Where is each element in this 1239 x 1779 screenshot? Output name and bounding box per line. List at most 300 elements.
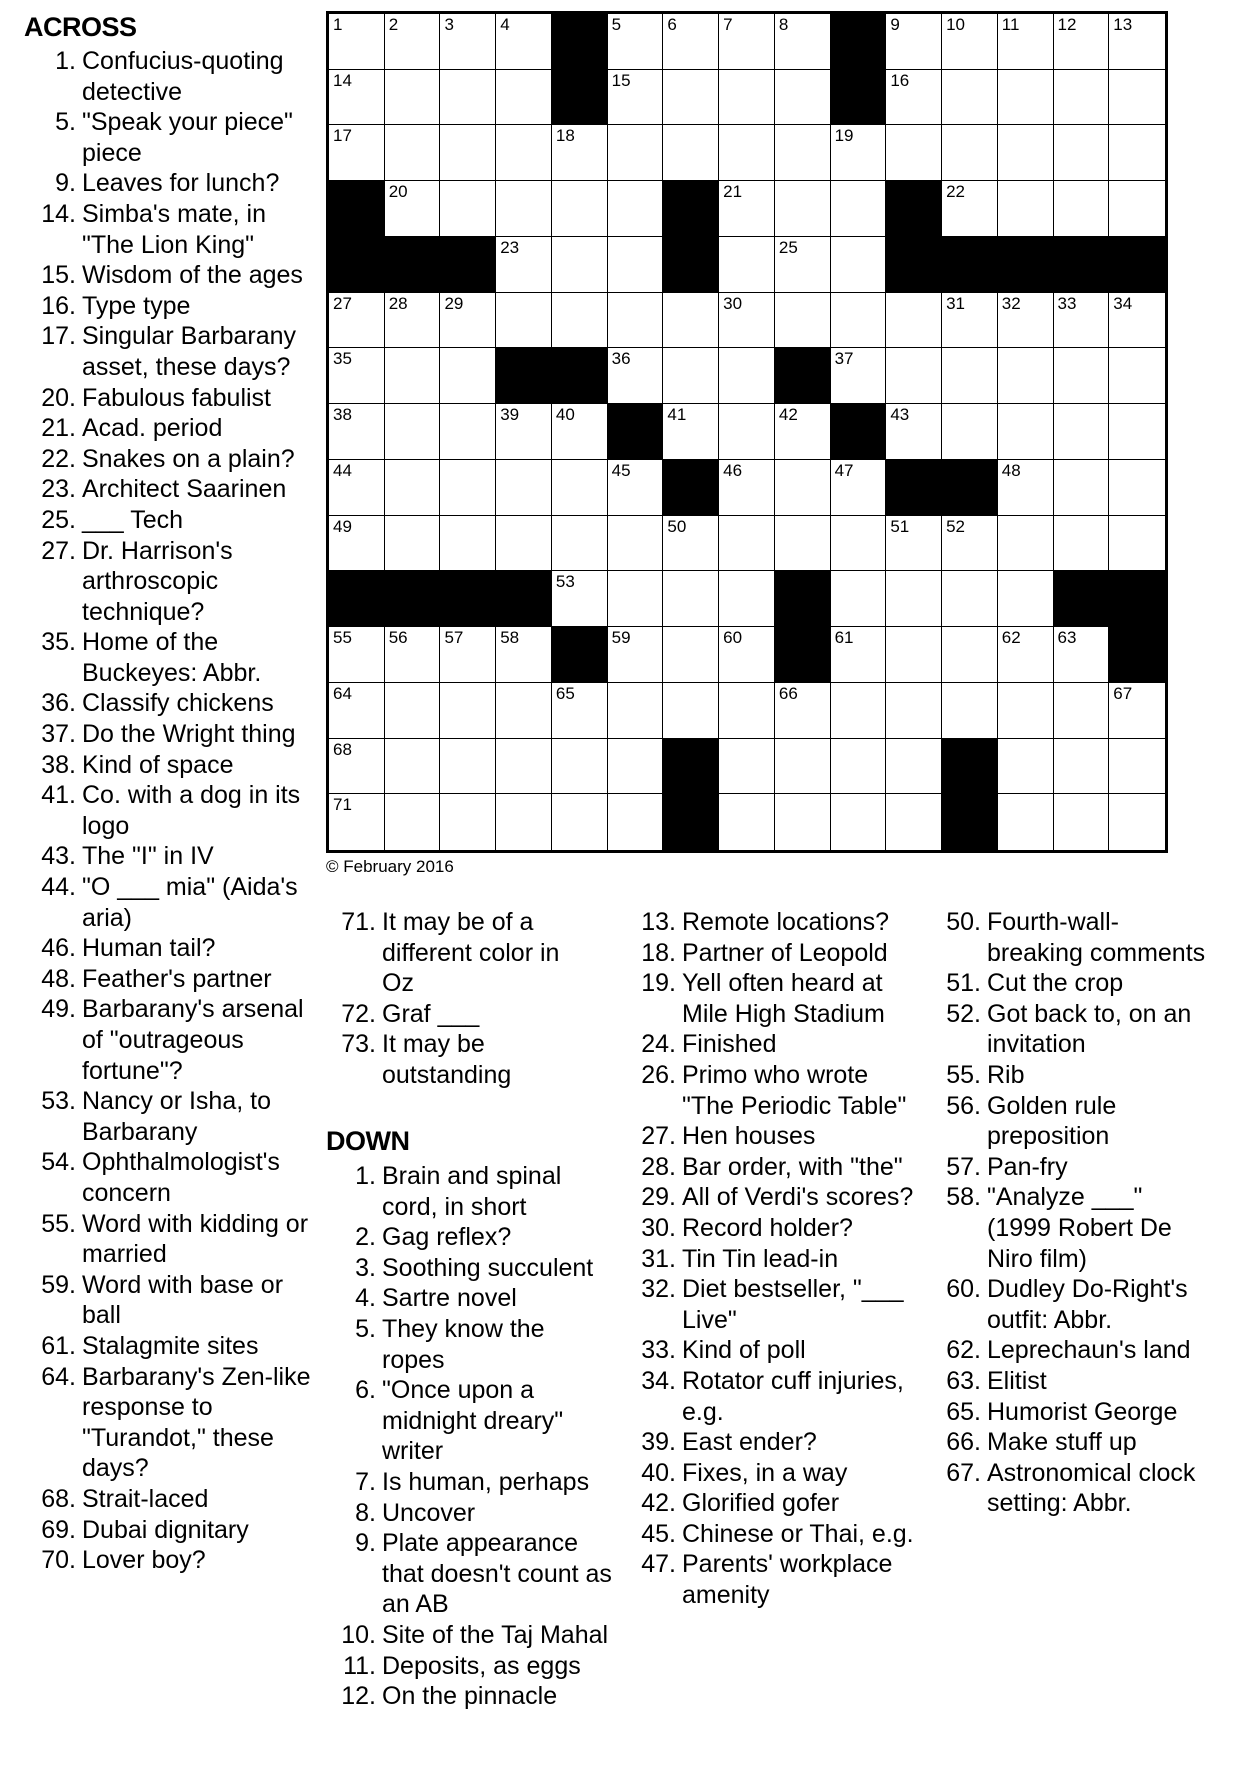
clue-text: Primo who wrote "The Periodic Table" [682, 1060, 907, 1120]
grid-cell[interactable] [608, 794, 664, 850]
clue-text: Yell often heard at Mile High Stadium [682, 969, 885, 1028]
grid-cell[interactable] [440, 739, 496, 795]
grid-black-square [942, 794, 998, 850]
cell-number: 25 [778, 237, 798, 257]
grid-cell[interactable] [942, 293, 998, 349]
clue-number: 28. [641, 1152, 676, 1181]
clue-number: 25. [41, 505, 76, 534]
cell-number: 20 [388, 182, 408, 202]
grid-cell[interactable] [886, 404, 942, 460]
grid-cell[interactable] [608, 739, 664, 795]
clue-number: 32. [641, 1275, 676, 1304]
grid-cell[interactable] [552, 237, 608, 293]
grid-cell[interactable] [775, 794, 831, 850]
grid-black-square [663, 739, 719, 795]
grid-cell[interactable] [440, 460, 496, 516]
grid-cell[interactable] [1109, 181, 1165, 237]
grid-cell[interactable] [385, 125, 441, 181]
grid-cell[interactable] [886, 14, 942, 70]
grid-cell[interactable] [440, 14, 496, 70]
grid-cell[interactable] [998, 404, 1054, 460]
grid-cell[interactable] [719, 571, 775, 627]
grid-cell[interactable] [942, 627, 998, 683]
grid-cell[interactable] [831, 293, 887, 349]
grid-cell[interactable] [496, 70, 552, 126]
clue-number: 47. [641, 1550, 676, 1579]
grid-cell[interactable] [775, 404, 831, 460]
clue-text: Dudley Do-Right's outfit: Abbr. [987, 1275, 1188, 1334]
clue-item [320, 1283, 612, 1314]
clue-item [620, 907, 920, 938]
grid-cell[interactable] [552, 293, 608, 349]
grid-cell[interactable] [775, 14, 831, 70]
grid-cell[interactable] [775, 70, 831, 126]
clue-text: Got back to, on an invitation [987, 999, 1192, 1059]
grid-cell[interactable] [440, 181, 496, 237]
clue-text: Fabulous fabulist [82, 383, 272, 412]
grid-cell[interactable] [719, 516, 775, 572]
grid-cell[interactable] [496, 14, 552, 70]
clue-text: Kind of space [82, 750, 234, 779]
clue-text: Golden rule preposition [987, 1091, 1117, 1151]
grid-cell[interactable] [329, 794, 385, 850]
grid-cell[interactable] [440, 794, 496, 850]
across-clue-list-continued [320, 907, 590, 1091]
grid-cell[interactable] [608, 14, 664, 70]
clue-text: Barbarany's arsenal of "outrageous fortune"? [82, 995, 304, 1085]
grid-cell[interactable] [663, 571, 719, 627]
grid-cell[interactable] [775, 516, 831, 572]
clue-number: 38. [41, 750, 76, 779]
clue-number: 73. [341, 1030, 376, 1059]
grid-black-square [942, 460, 998, 516]
grid-black-square [1109, 571, 1165, 627]
grid-cell[interactable] [998, 348, 1054, 404]
grid-cell[interactable] [385, 293, 441, 349]
grid-cell[interactable] [831, 348, 887, 404]
grid-cell[interactable] [440, 293, 496, 349]
grid-cell[interactable] [1054, 348, 1110, 404]
grid-cell[interactable] [831, 181, 887, 237]
grid-cell[interactable] [942, 571, 998, 627]
grid-cell[interactable] [608, 181, 664, 237]
grid-cell[interactable] [1054, 70, 1110, 126]
grid-cell[interactable] [385, 627, 441, 683]
clue-item [320, 1161, 612, 1222]
grid-cell[interactable] [719, 237, 775, 293]
grid-black-square [496, 348, 552, 404]
grid-cell[interactable] [831, 683, 887, 739]
grid-cell[interactable] [1054, 794, 1110, 850]
grid-cell[interactable] [329, 460, 385, 516]
clue-number: 72. [341, 999, 376, 1028]
clue-number: 26. [641, 1060, 676, 1089]
grid-cell[interactable] [719, 348, 775, 404]
grid-cell[interactable] [886, 516, 942, 572]
clue-text: Make stuff up [987, 1428, 1137, 1457]
grid-cell[interactable] [552, 516, 608, 572]
grid-cell[interactable] [998, 627, 1054, 683]
clue-number: 62. [946, 1336, 981, 1365]
grid-cell[interactable] [1054, 627, 1110, 683]
grid-cell[interactable] [608, 627, 664, 683]
grid-cell[interactable] [496, 404, 552, 460]
grid-cell[interactable] [998, 460, 1054, 516]
clue-text: Finished [682, 1030, 777, 1059]
grid-cell[interactable] [831, 237, 887, 293]
clue-number: 70. [41, 1546, 76, 1575]
grid-cell[interactable] [329, 70, 385, 126]
grid-cell[interactable] [385, 460, 441, 516]
grid-cell[interactable] [886, 293, 942, 349]
clue-item [20, 688, 316, 719]
grid-cell[interactable] [496, 125, 552, 181]
grid-cell[interactable] [886, 683, 942, 739]
grid-cell[interactable] [1109, 683, 1165, 739]
clue-text: Rotator cuff injuries, e.g. [682, 1366, 904, 1426]
cell-number: 47 [834, 460, 854, 480]
clue-text: Ophthalmologist's concern [82, 1148, 280, 1207]
grid-cell[interactable] [329, 14, 385, 70]
grid-cell[interactable] [1109, 14, 1165, 70]
grid-black-square [329, 237, 385, 293]
grid-cell[interactable] [1054, 460, 1110, 516]
clue-number: 34. [641, 1366, 676, 1395]
grid-cell[interactable] [831, 125, 887, 181]
grid-cell[interactable] [942, 404, 998, 460]
grid-cell[interactable] [719, 404, 775, 460]
clue-text: Home of the Buckeyes: Abbr. [82, 628, 262, 687]
grid-cell[interactable] [663, 348, 719, 404]
grid-cell[interactable] [719, 460, 775, 516]
grid-cell[interactable] [719, 794, 775, 850]
grid-cell[interactable] [385, 181, 441, 237]
clue-text: Deposits, as eggs [382, 1651, 581, 1680]
clue-number: 10. [341, 1620, 376, 1649]
grid-cell[interactable] [552, 794, 608, 850]
grid-cell[interactable] [886, 125, 942, 181]
grid-cell[interactable] [886, 627, 942, 683]
cell-number: 39 [500, 405, 520, 425]
grid-cell[interactable] [329, 348, 385, 404]
clue-text: All of Verdi's scores? [682, 1183, 914, 1212]
grid-cell[interactable] [552, 460, 608, 516]
cell-number: 6 [667, 15, 677, 34]
clue-text: Hen houses [682, 1122, 816, 1151]
grid-cell[interactable] [385, 739, 441, 795]
clue-number: 53. [41, 1087, 76, 1116]
grid-cell[interactable] [719, 627, 775, 683]
grid-cell[interactable] [719, 181, 775, 237]
grid-cell[interactable] [663, 683, 719, 739]
grid-cell[interactable] [831, 516, 887, 572]
grid-cell[interactable] [552, 404, 608, 460]
clue-number: 46. [41, 934, 76, 963]
grid-black-square [886, 460, 942, 516]
clue-number: 43. [41, 842, 76, 871]
clue-item [620, 1458, 920, 1489]
grid-cell[interactable] [775, 125, 831, 181]
grid-cell[interactable] [719, 70, 775, 126]
cell-number: 19 [834, 126, 854, 146]
grid-cell[interactable] [1109, 70, 1165, 126]
grid-cell[interactable] [1054, 739, 1110, 795]
grid-cell[interactable] [663, 293, 719, 349]
grid-cell[interactable] [1054, 181, 1110, 237]
clue-item [925, 1274, 1210, 1335]
grid-cell[interactable] [608, 516, 664, 572]
grid-cell[interactable] [608, 70, 664, 126]
grid-cell[interactable] [1109, 125, 1165, 181]
grid-cell[interactable] [942, 70, 998, 126]
clue-number: 50. [946, 908, 981, 936]
clue-item [20, 719, 316, 750]
grid-cell[interactable] [329, 627, 385, 683]
clue-text: Graf ___ [382, 999, 480, 1028]
clue-number: 20. [41, 383, 76, 412]
grid-cell[interactable] [663, 516, 719, 572]
cell-number: 22 [946, 182, 965, 202]
grid-cell[interactable] [329, 125, 385, 181]
clue-number: 15. [41, 261, 76, 290]
clue-item [20, 1362, 316, 1484]
grid-cell[interactable] [998, 181, 1054, 237]
clue-item [925, 968, 1210, 999]
clue-item [925, 907, 1210, 968]
grid-cell[interactable] [385, 14, 441, 70]
grid-cell[interactable] [998, 125, 1054, 181]
clue-number: 42. [641, 1489, 676, 1518]
grid-cell[interactable] [1109, 293, 1165, 349]
grid-cell[interactable] [942, 125, 998, 181]
grid-cell[interactable] [719, 293, 775, 349]
clue-number: 61. [41, 1331, 76, 1360]
cell-number: 12 [1057, 15, 1077, 34]
grid-cell[interactable] [1109, 404, 1165, 460]
grid-cell[interactable] [1109, 794, 1165, 850]
clue-item [620, 1549, 920, 1610]
grid-black-square [552, 348, 608, 404]
grid-black-square [385, 571, 441, 627]
grid-cell[interactable] [552, 683, 608, 739]
clue-number: 39. [641, 1428, 676, 1457]
grid-cell[interactable] [998, 571, 1054, 627]
grid-cell[interactable] [998, 516, 1054, 572]
grid-cell[interactable] [608, 348, 664, 404]
cell-number: 33 [1057, 293, 1077, 313]
grid-black-square [942, 739, 998, 795]
clue-text: Site of the Taj Mahal [382, 1620, 609, 1649]
grid-cell[interactable] [496, 237, 552, 293]
cell-number: 37 [834, 349, 854, 369]
grid-cell[interactable] [385, 348, 441, 404]
grid-cell[interactable] [329, 683, 385, 739]
cell-number: 36 [611, 349, 631, 369]
grid-cell[interactable] [608, 683, 664, 739]
grid-cell[interactable] [440, 125, 496, 181]
grid-cell[interactable] [775, 237, 831, 293]
grid-cell[interactable] [998, 70, 1054, 126]
grid-cell[interactable] [998, 794, 1054, 850]
grid-cell[interactable] [831, 794, 887, 850]
cell-number: 10 [946, 15, 965, 34]
grid-cell[interactable] [886, 571, 942, 627]
grid-cell[interactable] [998, 14, 1054, 70]
clue-text: Kind of poll [682, 1336, 806, 1365]
grid-cell[interactable] [1054, 293, 1110, 349]
grid-cell[interactable] [1109, 460, 1165, 516]
clue-number: 40. [641, 1458, 676, 1487]
cell-number: 44 [333, 460, 352, 480]
clue-text: Acad. period [82, 414, 223, 443]
grid-cell[interactable] [329, 739, 385, 795]
grid-cell[interactable] [329, 404, 385, 460]
grid-black-square [886, 237, 942, 293]
grid-cell[interactable] [496, 181, 552, 237]
grid-cell[interactable] [1054, 404, 1110, 460]
grid-cell[interactable] [608, 293, 664, 349]
clue-text: Remote locations? [682, 908, 890, 936]
clue-number: 3. [355, 1253, 376, 1282]
clue-item [20, 1515, 316, 1546]
grid-cell[interactable] [1054, 125, 1110, 181]
grid-cell[interactable] [663, 404, 719, 460]
clue-item [320, 1029, 590, 1090]
clue-text: Singular Barbarany asset, these days? [82, 322, 297, 381]
grid-cell[interactable] [385, 683, 441, 739]
grid-cell[interactable] [998, 293, 1054, 349]
grid-cell[interactable] [440, 70, 496, 126]
clue-item [320, 1253, 612, 1284]
cell-number: 61 [834, 628, 854, 648]
grid-cell[interactable] [886, 348, 942, 404]
clue-item [20, 750, 316, 781]
cell-number: 27 [333, 293, 352, 313]
grid-cell[interactable] [998, 739, 1054, 795]
grid-cell[interactable] [998, 683, 1054, 739]
cell-number: 43 [890, 405, 910, 425]
grid-cell[interactable] [942, 683, 998, 739]
clue-item [620, 1244, 920, 1275]
grid-cell[interactable] [1054, 14, 1110, 70]
clue-number: 29. [641, 1183, 676, 1212]
grid-cell[interactable] [719, 739, 775, 795]
grid-cell[interactable] [1054, 683, 1110, 739]
clue-item [620, 1060, 920, 1121]
grid-cell[interactable] [1109, 348, 1165, 404]
clue-item [620, 1182, 920, 1213]
grid-cell[interactable] [663, 70, 719, 126]
grid-cell[interactable] [329, 293, 385, 349]
grid-cell[interactable] [719, 125, 775, 181]
grid-black-square [831, 14, 887, 70]
grid-cell[interactable] [663, 125, 719, 181]
grid-cell[interactable] [775, 293, 831, 349]
grid-cell[interactable] [775, 181, 831, 237]
grid-cell[interactable] [496, 739, 552, 795]
clue-item [320, 1467, 612, 1498]
clue-item [620, 1366, 920, 1427]
grid-cell[interactable] [775, 683, 831, 739]
grid-cell[interactable] [440, 627, 496, 683]
cell-number: 38 [333, 405, 352, 425]
clue-text: Bar order, with "the" [682, 1152, 903, 1181]
clue-text: Snakes on a plain? [82, 444, 295, 473]
grid-cell[interactable] [385, 794, 441, 850]
grid-cell[interactable] [552, 181, 608, 237]
grid-cell[interactable] [552, 571, 608, 627]
grid-cell[interactable] [385, 70, 441, 126]
grid-cell[interactable] [496, 293, 552, 349]
grid-cell[interactable] [608, 125, 664, 181]
grid-cell[interactable] [719, 683, 775, 739]
cell-number: 30 [723, 293, 743, 313]
grid-cell[interactable] [775, 739, 831, 795]
grid-cell[interactable] [775, 460, 831, 516]
grid-cell[interactable] [831, 571, 887, 627]
grid-cell[interactable] [831, 739, 887, 795]
grid-cell[interactable] [440, 404, 496, 460]
grid-cell[interactable] [496, 460, 552, 516]
grid-cell[interactable] [831, 627, 887, 683]
grid-cell[interactable] [719, 14, 775, 70]
grid-cell[interactable] [608, 460, 664, 516]
cell-number: 15 [611, 70, 631, 90]
clue-item [925, 1060, 1210, 1091]
grid-cell[interactable] [385, 404, 441, 460]
clue-number: 41. [41, 781, 76, 810]
grid-cell[interactable] [942, 516, 998, 572]
grid-cell[interactable] [496, 683, 552, 739]
clue-text: Is human, perhaps [382, 1467, 590, 1496]
grid-cell[interactable] [942, 14, 998, 70]
clue-item [320, 999, 590, 1030]
grid-cell[interactable] [1054, 516, 1110, 572]
crossword-grid[interactable] [326, 11, 1168, 853]
grid-cell[interactable] [886, 794, 942, 850]
grid-cell[interactable] [496, 516, 552, 572]
grid-cell[interactable] [329, 516, 385, 572]
grid-cell[interactable] [663, 627, 719, 683]
grid-cell[interactable] [440, 516, 496, 572]
grid-cell[interactable] [831, 460, 887, 516]
clue-text: Gag reflex? [382, 1223, 512, 1252]
cell-number: 8 [778, 15, 789, 34]
grid-cell[interactable] [385, 516, 441, 572]
clue-text: "Once upon a midnight dreary" writer [382, 1376, 564, 1466]
clue-text: Do the Wright thing [82, 720, 296, 749]
grid-cell[interactable] [552, 125, 608, 181]
grid-black-square [1054, 571, 1110, 627]
grid-cell[interactable] [552, 739, 608, 795]
grid-cell[interactable] [942, 348, 998, 404]
clue-text: It may be of a different color in Oz [382, 908, 560, 998]
grid-cell[interactable] [496, 794, 552, 850]
grid-cell[interactable] [440, 348, 496, 404]
grid-cell[interactable] [886, 70, 942, 126]
grid-cell[interactable] [663, 14, 719, 70]
grid-cell[interactable] [496, 627, 552, 683]
grid-cell[interactable] [608, 571, 664, 627]
grid-cell[interactable] [1109, 739, 1165, 795]
grid-black-square [663, 237, 719, 293]
grid-cell[interactable] [1109, 516, 1165, 572]
grid-cell[interactable] [942, 181, 998, 237]
grid-cell[interactable] [608, 237, 664, 293]
clue-item [20, 260, 316, 291]
grid-cell[interactable] [440, 683, 496, 739]
grid-cell[interactable] [886, 739, 942, 795]
